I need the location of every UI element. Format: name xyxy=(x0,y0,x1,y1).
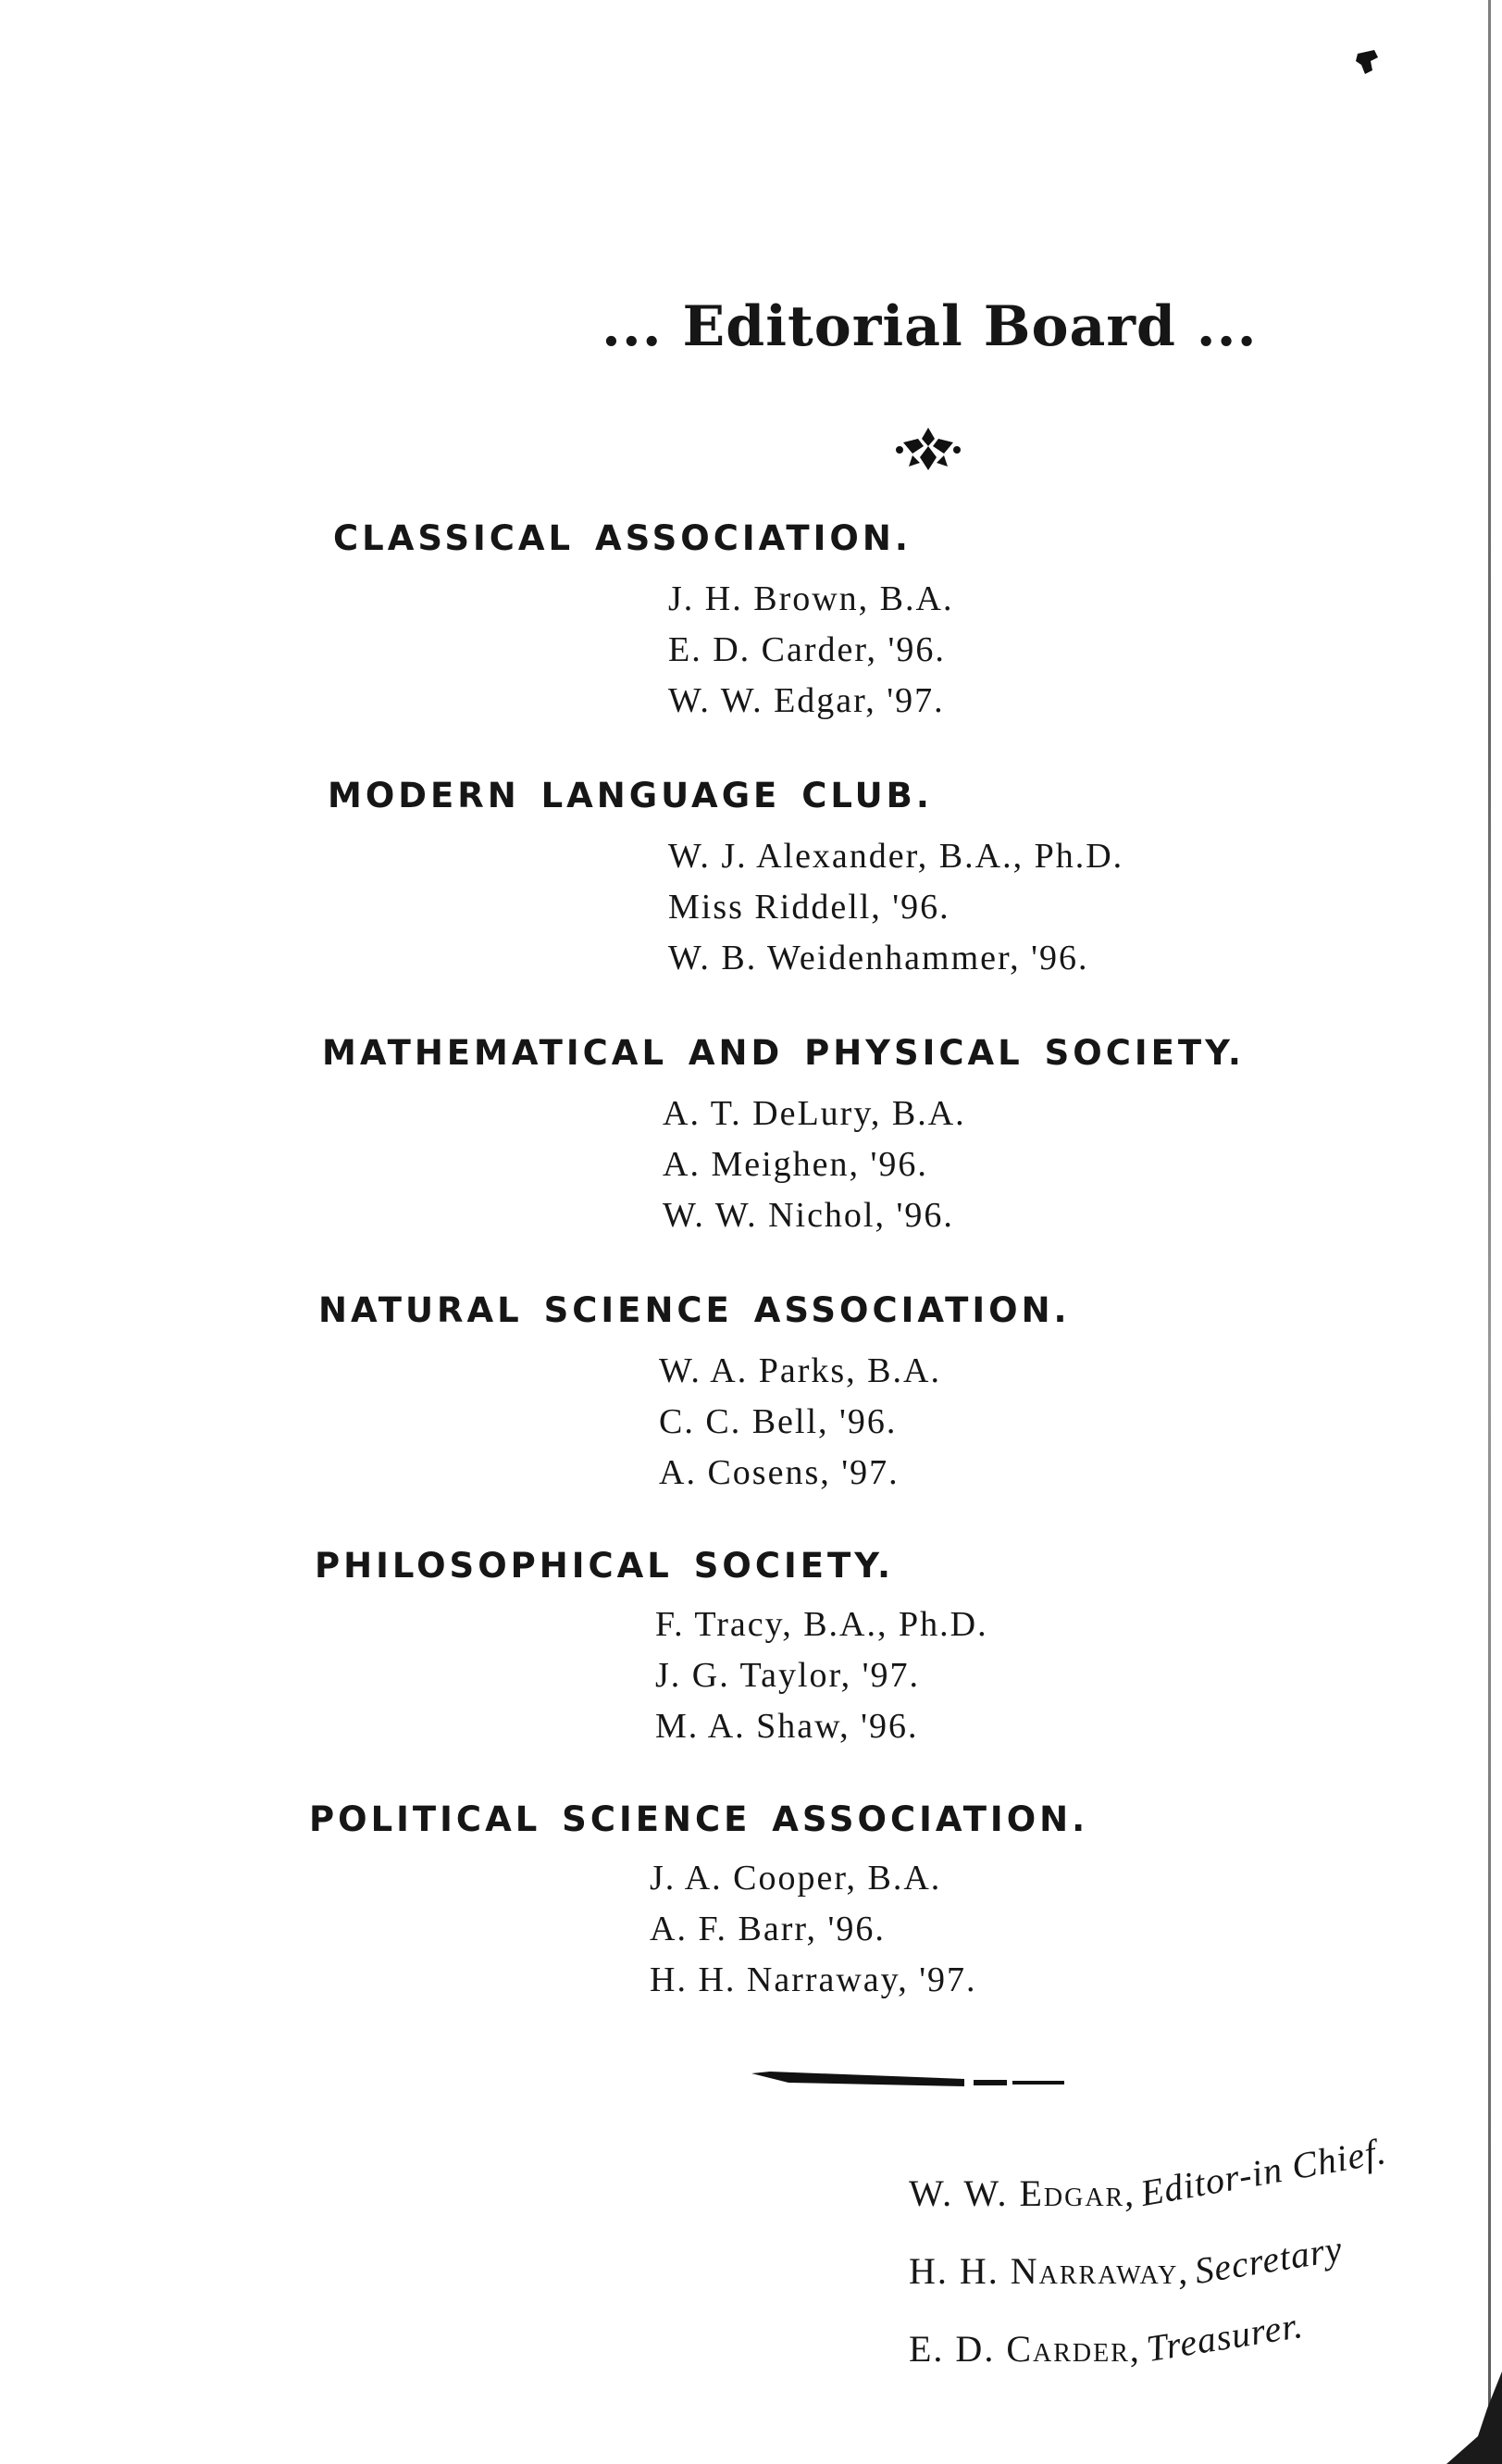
member-name: W. W. Edgar, '97. xyxy=(668,681,945,720)
member-name: E. D. Carder, '96. xyxy=(668,630,946,669)
member-name: H. H. Narraway, '97. xyxy=(650,1960,977,1999)
officer-list xyxy=(909,2130,1394,2405)
member-name: C. C. Bell, '96. xyxy=(659,1402,898,1441)
officer-role: Secretary xyxy=(1192,2227,1347,2293)
page-edge xyxy=(1488,0,1491,2464)
section-title-political-science: POLITICAL SCIENCE ASSOCIATION. xyxy=(309,1799,1089,1839)
officer-name: E. D. Carder, xyxy=(909,2328,1141,2370)
ink-blot-mark xyxy=(1354,48,1382,76)
page-title: ... Editorial Board ... xyxy=(602,294,1258,359)
fleuron-icon xyxy=(890,426,966,472)
member-name: A. F. Barr, '96. xyxy=(650,1910,886,1948)
member-name: A. T. DeLury, B.A. xyxy=(663,1094,966,1133)
member-list-classical xyxy=(668,574,953,727)
officer-role: Treasurer. xyxy=(1143,2303,1307,2371)
decorative-rule xyxy=(751,2070,1066,2094)
member-list-political-science xyxy=(650,1853,977,2006)
member-name: F. Tracy, B.A., Ph.D. xyxy=(655,1605,988,1644)
member-name: M. A. Shaw, '96. xyxy=(655,1707,919,1746)
member-name: Miss Riddell, '96. xyxy=(668,888,950,927)
officer-name: W. W. Edgar, xyxy=(909,2172,1136,2214)
member-name: W. B. Weidenhammer, '96. xyxy=(668,939,1089,977)
member-name: W. A. Parks, B.A. xyxy=(659,1351,941,1390)
member-name: J. H. Brown, B.A. xyxy=(668,579,954,618)
member-list-mathematical-physical xyxy=(663,1089,966,1241)
officer-name: H. H. Narraway, xyxy=(909,2250,1190,2292)
page-corner-shadow xyxy=(1446,2371,1502,2464)
member-list-philosophical xyxy=(655,1599,988,1752)
section-title-philosophical: PHILOSOPHICAL SOCIETY. xyxy=(315,1546,895,1586)
section-title-natural-science: NATURAL SCIENCE ASSOCIATION. xyxy=(318,1290,1071,1330)
member-list-natural-science xyxy=(659,1346,941,1499)
section-title-classical: CLASSICAL ASSOCIATION. xyxy=(333,518,912,558)
section-title-mathematical-physical: MATHEMATICAL AND PHYSICAL SOCIETY. xyxy=(322,1033,1245,1073)
member-name: W. W. Nichol, '96. xyxy=(663,1196,954,1235)
member-name: A. Meighen, '96. xyxy=(663,1145,928,1184)
member-name: J. G. Taylor, '97. xyxy=(655,1656,921,1695)
officer-role: Editor-in Chief. xyxy=(1137,2130,1390,2215)
member-name: A. Cosens, '97. xyxy=(659,1453,900,1492)
officer-entry xyxy=(909,2227,1394,2327)
member-list-modern-language xyxy=(668,831,1123,984)
officer-entry xyxy=(909,2303,1394,2405)
member-name: J. A. Cooper, B.A. xyxy=(650,1859,942,1898)
section-title-modern-language: MODERN LANGUAGE CLUB. xyxy=(328,776,933,815)
member-name: W. J. Alexander, B.A., Ph.D. xyxy=(668,837,1124,876)
